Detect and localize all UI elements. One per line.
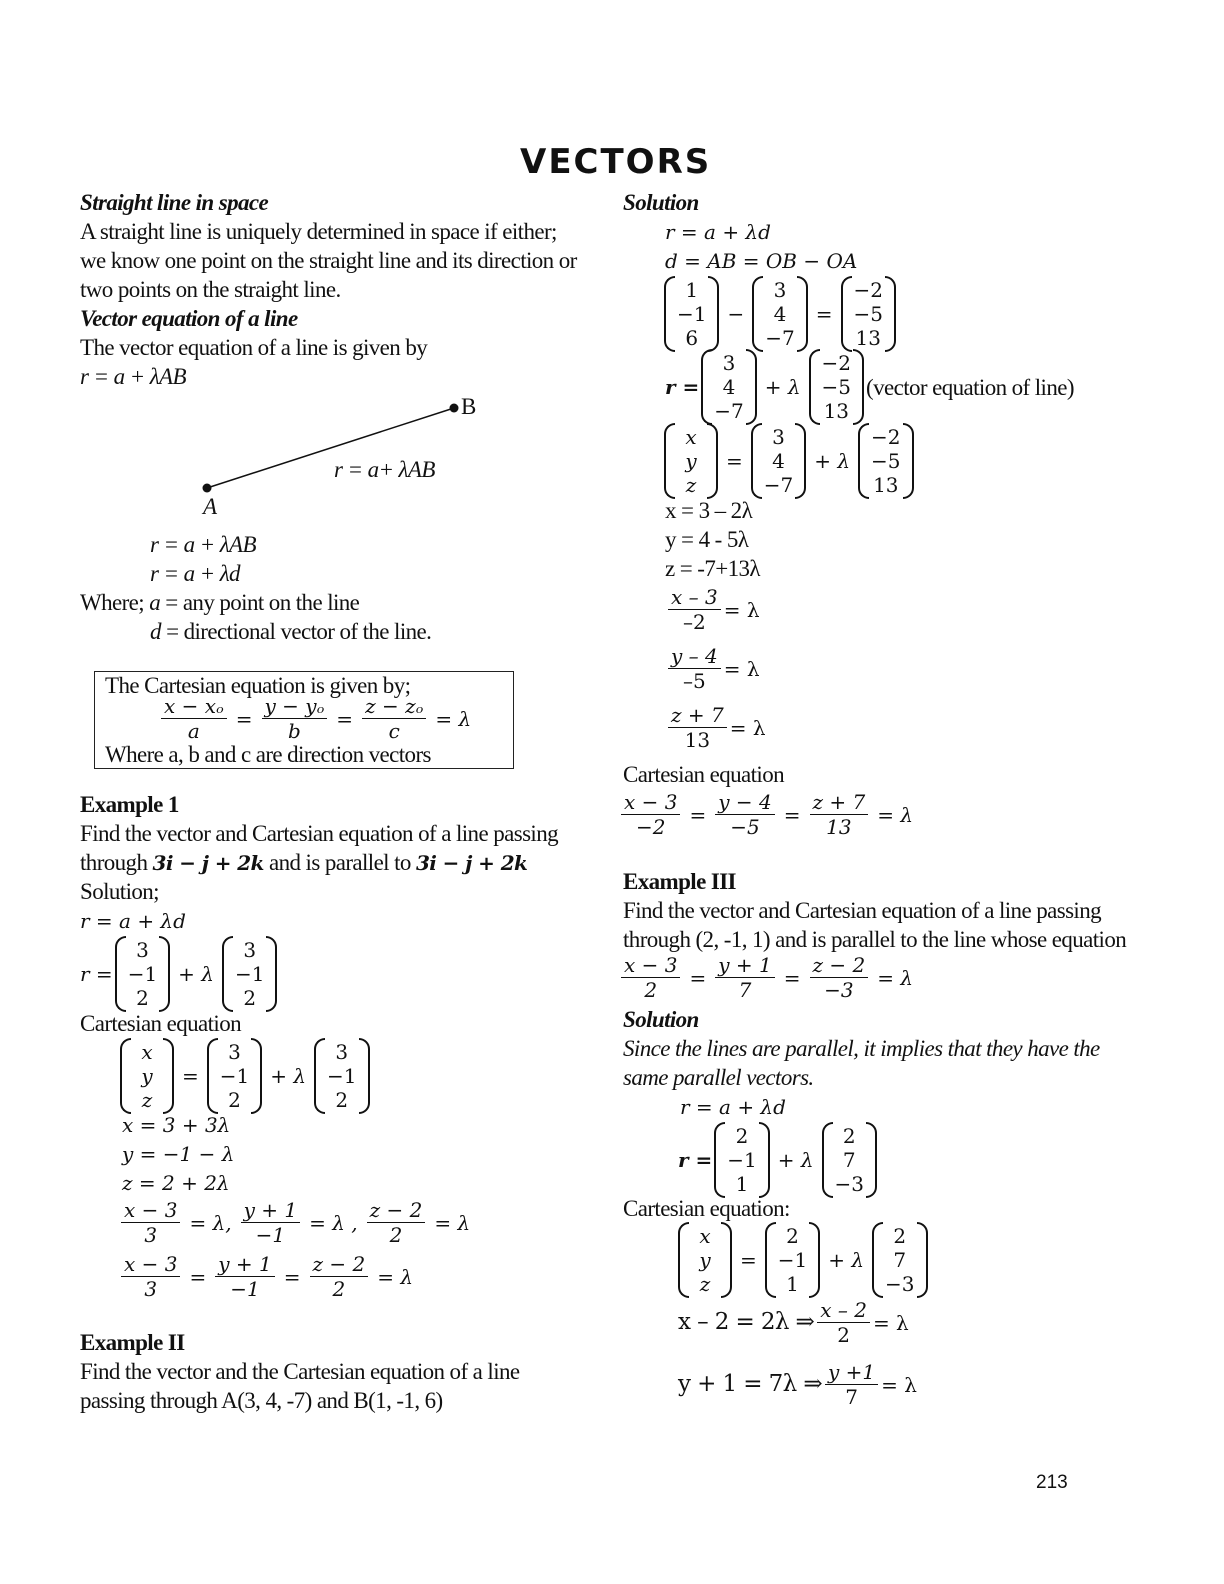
paragraph-line: we know one point on the straight line and its direction or: [80, 248, 577, 273]
x-parametric: x = 3 – 2λ: [665, 498, 753, 523]
vector-equation-of-line: [665, 349, 1074, 425]
paragraph-line: A straight line is uniquely determined in space if either;: [80, 219, 557, 244]
heading-straight-line: Straight line in space: [80, 190, 269, 215]
fraction-numerator: z + 7: [668, 703, 727, 728]
plus-lambda: + λ: [828, 1248, 865, 1272]
y-parametric: y = 4 - 5λ: [665, 527, 749, 552]
diagram-line-label: r = a+ λAB: [334, 457, 435, 482]
fraction-denominator: –5: [683, 669, 706, 693]
fraction-numerator: x − 3: [621, 953, 680, 978]
fraction-numerator: z − 2: [310, 1252, 369, 1277]
paragraph-line: two points on the straight line.: [80, 277, 341, 302]
equals-lambda: = λ: [377, 1264, 414, 1289]
fraction-numerator: x – 2: [817, 1298, 870, 1323]
where-text-d: = directional vector of the line.: [166, 619, 432, 644]
plus-lambda: + λ: [814, 449, 851, 473]
line-diagram: [190, 395, 480, 505]
equation-d-ab: d = AB = OB − OA: [665, 249, 858, 273]
equals-sign: =: [783, 802, 801, 827]
equals-lambda: = λ: [723, 656, 760, 681]
example-3-cartesian-vector: [676, 1222, 930, 1298]
cartesian-label: Cartesian equation: [80, 1011, 242, 1036]
fraction-numerator: y + 1: [215, 1252, 275, 1277]
vector-expression: 3i − j + 2k: [415, 851, 528, 875]
fraction-denominator: 13: [826, 815, 852, 839]
column-vector: x y z: [664, 423, 718, 499]
equation-r-d: r = a + λd: [150, 561, 240, 586]
fraction-numerator: y − 4: [715, 790, 775, 815]
diagram-label-a: A: [203, 494, 217, 519]
solution-text: Since the lines are parallel, it implies that they have the: [623, 1036, 1100, 1061]
z-parametric: z = 2 + 2λ: [122, 1171, 230, 1195]
box-cartesian-equation: $\frac{\text{x − xₒ}}{a}$ = $\frac{\text{y − yₒ}}{b}$ = $\frac{\text{z − zₒ}}{c}$ = λ: [158, 694, 477, 743]
column-vector: 3 4 −7: [751, 423, 806, 499]
page-title: VECTORS: [520, 142, 712, 182]
page-number: 213: [1036, 1472, 1068, 1493]
equals-lambda: = λ: [877, 802, 914, 827]
text-through: through: [80, 850, 148, 875]
equals-sign: =: [815, 302, 833, 326]
column-vector: −2 −5 13: [841, 276, 896, 352]
column-vector: −2 −5 13: [809, 349, 864, 425]
column-vector: 3 −1 2: [115, 936, 170, 1012]
equation-r-a-lambda-d: r = a + λd: [80, 909, 186, 933]
box-line-3: Where a, b and c are direction vectors: [105, 742, 431, 767]
column-vector: 3 4 −7: [752, 276, 807, 352]
fraction-denominator: −2: [636, 815, 666, 839]
fraction-denominator: 2: [389, 1223, 403, 1247]
example-3-question-2: through (2, -1, 1) and is parallel to the line whose equation: [623, 927, 1127, 952]
example-2-question: Find the vector and the Cartesian equation of a line: [80, 1359, 520, 1384]
fraction-denominator: −1: [230, 1277, 260, 1301]
column-vector: 1 −1 6: [664, 276, 719, 352]
equals-sign: =: [283, 1264, 301, 1289]
example-3-y-derivation: [678, 1360, 917, 1409]
fraction-numerator: y − yₒ: [262, 694, 328, 719]
fraction-numerator: z − zₒ: [362, 694, 426, 719]
equation-r-ab: r = a + λAB: [80, 364, 186, 389]
solution-label: Solution;: [80, 879, 159, 904]
column-vector: 2 −1 1: [765, 1222, 820, 1298]
fraction-numerator: x − 3: [621, 790, 680, 815]
heading-vector-equation: Vector equation of a line: [80, 306, 298, 331]
fraction-numerator: z + 7: [810, 790, 869, 815]
fraction-denominator: –2: [682, 610, 706, 634]
fraction-numerator: x – 3: [668, 585, 721, 610]
column-vector: 3 4 −7: [701, 349, 756, 425]
column-vector: 3 −1 2: [314, 1038, 369, 1114]
column-vector: 3 −1 2: [222, 936, 277, 1012]
r-label: r =: [80, 962, 113, 986]
fraction-numerator: y + 1: [715, 953, 775, 978]
equals-lambda: = λ: [435, 706, 472, 731]
vector-equation-note: (vector equation of line): [866, 374, 1074, 400]
point-b-marker: [450, 404, 459, 413]
y-parametric: y = −1 − λ: [122, 1142, 235, 1166]
y-equation-lhs: y + 1 = 7λ ⇒: [678, 1371, 823, 1397]
fraction-numerator: z − 2: [810, 953, 869, 978]
example-1-question: Find the vector and Cartesian equation of a line passing: [80, 821, 559, 846]
example-1-question-2: [80, 848, 527, 877]
x-equation-lhs: x – 2 = 2λ ⇒: [678, 1309, 815, 1335]
where-text-a: = any point on the line: [165, 590, 360, 615]
equals-lambda: = λ,: [189, 1210, 232, 1235]
fraction-denominator: 2: [332, 1277, 346, 1301]
example-1-vector-equation: [80, 936, 279, 1012]
example-3-vector-equation: [678, 1122, 879, 1198]
fraction-numerator: y +1: [825, 1360, 878, 1385]
example-1-cartesian-vector: [118, 1038, 372, 1114]
plus-lambda: + λ: [178, 962, 214, 986]
equals-sign: =: [689, 965, 707, 990]
minus-sign: −: [727, 302, 745, 326]
fraction-denominator: 7: [738, 978, 752, 1002]
z-parametric: z = -7+13λ: [665, 556, 760, 581]
example-2-question-2: passing through A(3, 4, -7) and B(1, -1, 6): [80, 1388, 443, 1413]
where-line-2: [150, 617, 431, 646]
r-label: r =: [678, 1148, 713, 1172]
equals-sign: =: [689, 802, 707, 827]
example-1-heading: Example 1: [80, 792, 179, 817]
column-vector: x y z: [678, 1222, 732, 1298]
cartesian-label: Cartesian equation: [623, 762, 785, 787]
fraction-denominator: 2: [837, 1323, 850, 1347]
vector-expression: 3i − j + 2k: [152, 851, 264, 875]
solution-heading: Solution: [623, 190, 699, 215]
fraction-x: [665, 585, 760, 634]
fraction-denominator: 3: [144, 1223, 158, 1247]
example-2-heading: Example II: [80, 1330, 185, 1355]
equals-lambda: = λ: [872, 1310, 909, 1335]
fraction-z: [665, 703, 766, 752]
where-var-d: d: [150, 619, 161, 644]
equation-r-a-lambda-d: r = a + λd: [680, 1095, 786, 1119]
fraction-denominator: 2: [644, 978, 658, 1002]
fraction-denominator: a: [187, 719, 200, 743]
fraction-denominator: −5: [730, 815, 760, 839]
fraction-y: [665, 644, 760, 693]
where-line-1: [80, 588, 359, 617]
example-3-heading: Example III: [623, 869, 736, 894]
column-vector: 2 7 −3: [822, 1122, 877, 1198]
equals-sign: =: [189, 1264, 207, 1289]
fraction-denominator: 3: [144, 1277, 158, 1301]
diagram-label-b: B: [461, 394, 476, 419]
paragraph-line: The vector equation of a line is given by: [80, 335, 428, 360]
fraction-numerator: x − 3: [121, 1198, 180, 1223]
equals-sign: =: [740, 1248, 757, 1272]
x-parametric: x = 3 + 3λ: [122, 1113, 231, 1137]
equals-lambda: = λ: [434, 1210, 471, 1235]
fraction-denominator: c: [388, 719, 400, 743]
equals-lambda: = λ: [877, 965, 914, 990]
example-3-question: Find the vector and Cartesian equation of a line passing: [623, 898, 1102, 923]
equals-lambda: = λ ,: [309, 1210, 358, 1235]
solution-heading: Solution: [623, 1007, 699, 1032]
cartesian-vector-form: [662, 423, 916, 499]
fraction-denominator: b: [288, 719, 301, 743]
equals-lambda: = λ: [729, 715, 766, 740]
example-3-given-line: [618, 953, 919, 1002]
equals-sign: =: [726, 449, 743, 473]
equation-r-a-lambda-d: r = a + λd: [665, 220, 771, 244]
fraction-numerator: x − xₒ: [161, 694, 227, 719]
column-vector: x y z: [120, 1038, 174, 1114]
fraction-denominator: −3: [824, 978, 854, 1002]
column-vector: −2 −5 13: [858, 423, 913, 499]
column-vector: 3 −1 2: [207, 1038, 262, 1114]
fraction-numerator: y – 4: [668, 644, 721, 669]
equals-sign: =: [182, 1064, 199, 1088]
example-1-cartesian-result: [118, 1252, 419, 1301]
plus-lambda: + λ: [270, 1064, 307, 1088]
fraction-denominator: 13: [684, 728, 711, 752]
fraction-denominator: 7: [845, 1385, 858, 1409]
example-1-fractions-row: [118, 1198, 476, 1247]
vector-subtraction: [662, 276, 898, 352]
text-parallel: and is parallel to: [268, 850, 411, 875]
equals-sign: =: [783, 965, 801, 990]
plus-lambda: + λ: [777, 1148, 814, 1172]
where-var-a: a: [149, 590, 161, 615]
solution-text: same parallel vectors.: [623, 1065, 814, 1090]
fraction-denominator: −1: [255, 1223, 286, 1247]
fraction-numerator: x − 3: [121, 1252, 180, 1277]
plus-lambda: + λ: [764, 375, 801, 399]
where-prefix: Where;: [80, 590, 145, 615]
fraction-numerator: z − 2: [367, 1198, 426, 1223]
equation-r-ab-2: r = a + λAB: [150, 532, 256, 557]
r-label: r =: [665, 375, 700, 399]
cartesian-equation-result: [618, 790, 919, 839]
cartesian-label: Cartesian equation:: [623, 1196, 790, 1221]
column-vector: 2 7 −3: [872, 1222, 927, 1298]
fraction-numerator: y + 1: [241, 1198, 301, 1223]
example-3-x-derivation: [678, 1298, 909, 1347]
column-vector: 2 −1 1: [714, 1122, 769, 1198]
equals-lambda: = λ: [723, 597, 760, 622]
equals-lambda: = λ: [881, 1372, 917, 1397]
box-line-1: The Cartesian equation is given by;: [105, 673, 411, 698]
